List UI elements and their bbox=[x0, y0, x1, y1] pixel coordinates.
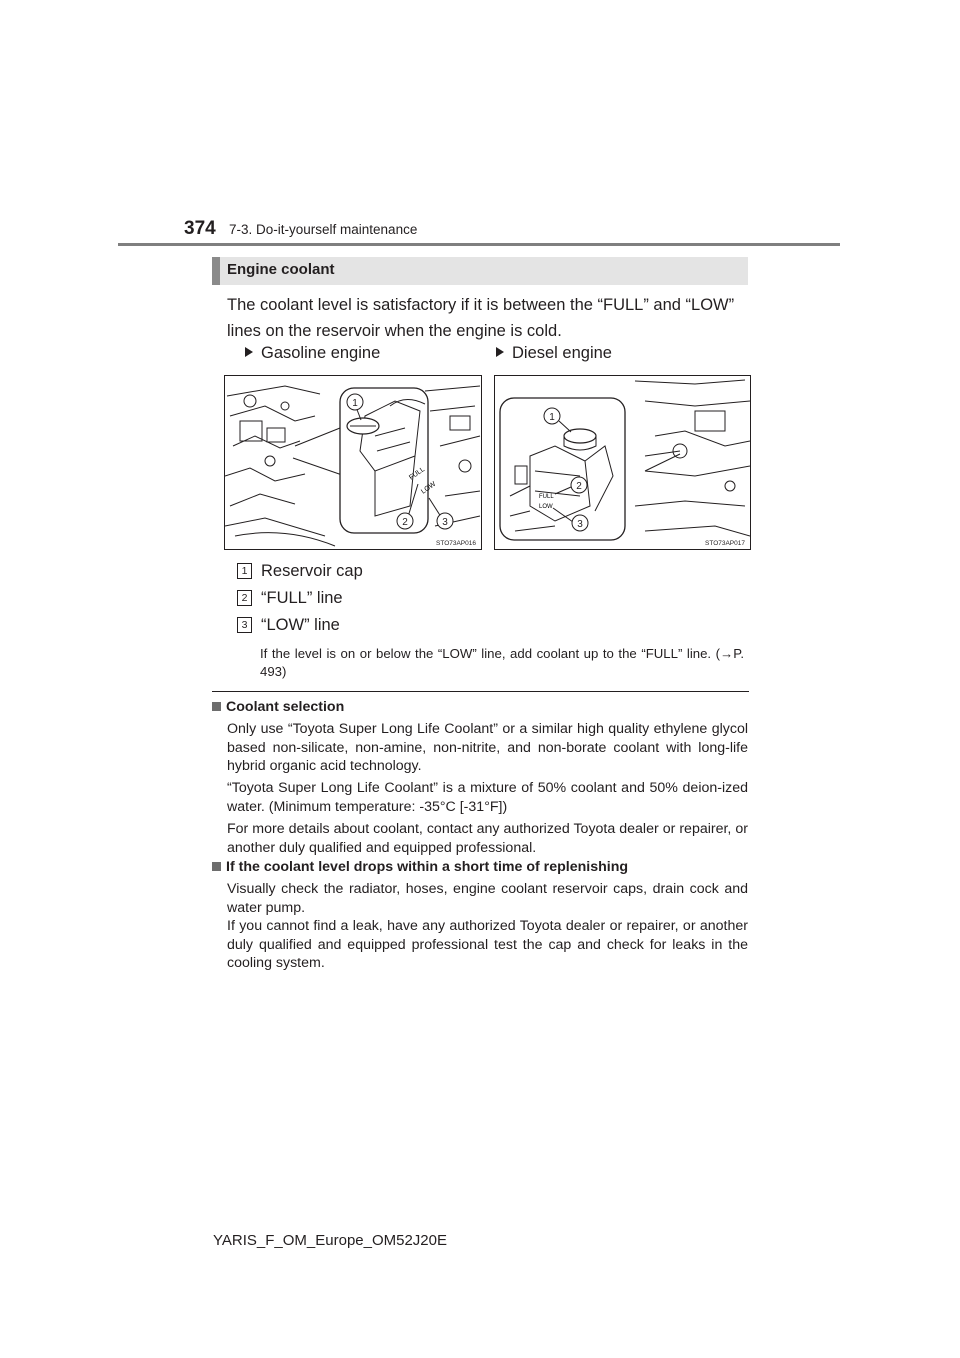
diesel-engine-drawing bbox=[495, 376, 750, 549]
callout-1: 1 bbox=[549, 412, 555, 423]
legend-item-low-line: 3 “LOW” line bbox=[237, 616, 340, 635]
triangle-bullet-icon bbox=[245, 347, 253, 357]
subheading-coolant-selection: Coolant selection bbox=[212, 699, 344, 715]
legend-number: 2 bbox=[237, 590, 252, 606]
heading-engine-coolant: Engine coolant bbox=[227, 261, 335, 278]
figure-code: STO73AP016 bbox=[436, 540, 476, 547]
intro-paragraph: The coolant level is satisfactory if it is between the “FULL” and “LOW” lines on the reservoir when the engine is cold. bbox=[227, 296, 735, 340]
diesel-engine-illustration bbox=[494, 375, 751, 550]
coolant-drops-paragraph-2: If you cannot find a leak, have any authorized Toyota dealer or repairer, or another duly qualified and equipped professional test the cap and check for leaks in the cooling system. bbox=[227, 918, 748, 971]
coolant-selection-paragraph-1: Only use “Toyota Super Long Life Coolant” or a similar high quality ethylene glycol based non-silicate, non-amine, non-nitrite, and non-borate coolant with long-life hybrid organic acid technology. bbox=[227, 721, 748, 774]
coolant-selection-paragraph-3: For more details about coolant, contact any authorized Toyota dealer or repairer, or another duly qualified and equipped professional. bbox=[227, 821, 748, 856]
coolant-selection-paragraph-2: “Toyota Super Long Life Coolant” is a mixture of 50% coolant and 50% deion-ized water. (Minimum temperature: -35°C [-31°F]) bbox=[227, 780, 748, 815]
page-number: 374 bbox=[184, 218, 216, 239]
callout-2: 2 bbox=[576, 481, 582, 492]
gasoline-engine-illustration bbox=[224, 375, 482, 550]
legend-number: 3 bbox=[237, 617, 252, 633]
square-bullet-icon bbox=[212, 862, 221, 871]
figure-code: STO73AP017 bbox=[705, 540, 745, 547]
gasoline-full-mark: FULL bbox=[408, 466, 427, 482]
callout-2: 2 bbox=[402, 517, 408, 528]
header-rule bbox=[118, 243, 840, 246]
diesel-engine-label: Diesel engine bbox=[496, 344, 612, 363]
callout-3: 3 bbox=[577, 519, 583, 530]
gasoline-low-mark: LOW bbox=[420, 480, 438, 496]
section-divider bbox=[212, 691, 749, 692]
callout-1: 1 bbox=[352, 398, 358, 409]
diesel-low-mark: LOW bbox=[539, 504, 553, 510]
triangle-bullet-icon bbox=[496, 347, 504, 357]
subheading-coolant-level-drops: If the coolant level drops within a short time of replenishing bbox=[212, 859, 628, 875]
legend-number: 1 bbox=[237, 563, 252, 579]
coolant-drops-paragraph-1: Visually check the radiator, hoses, engine coolant reservoir caps, drain cock and water pump. bbox=[227, 881, 748, 916]
document-code-footer: YARIS_F_OM_Europe_OM52J20E bbox=[213, 1232, 448, 1249]
refill-note: If the level is on or below the “LOW” line, add coolant up to the “FULL” line. (→P. 493) bbox=[260, 646, 744, 679]
square-bullet-icon bbox=[212, 702, 221, 711]
section-title: 7-3. Do-it-yourself maintenance bbox=[229, 222, 418, 237]
legend-item-reservoir-cap: 1 Reservoir cap bbox=[237, 562, 363, 581]
heading-accent bbox=[212, 257, 220, 285]
diesel-full-mark: FULL bbox=[539, 494, 554, 500]
callout-3: 3 bbox=[442, 517, 448, 528]
legend-item-full-line: 2 “FULL” line bbox=[237, 589, 343, 608]
gasoline-engine-label: Gasoline engine bbox=[245, 344, 380, 363]
gasoline-engine-drawing bbox=[225, 376, 481, 549]
